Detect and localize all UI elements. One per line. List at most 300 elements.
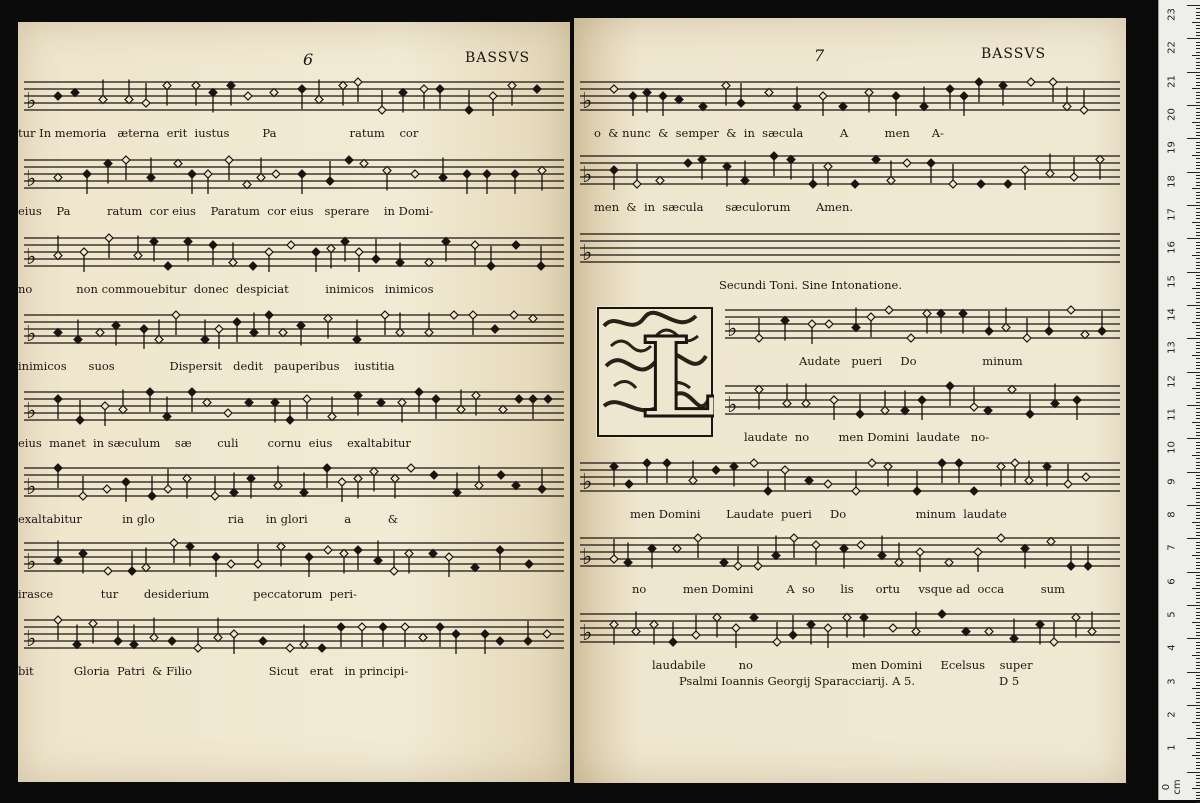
- ruler-tick: [1196, 68, 1200, 69]
- ruler-tick: [1196, 282, 1200, 283]
- ruler-tick: [1196, 232, 1200, 233]
- ruler-tick: [1196, 798, 1200, 799]
- ruler-tick: [1196, 612, 1200, 613]
- ruler-tick: [1192, 755, 1200, 756]
- note-head: [298, 170, 306, 178]
- clef-icon: ♭: [26, 399, 37, 424]
- note-head: [407, 464, 415, 472]
- ruler-tick: [1187, 205, 1200, 206]
- note-head: [244, 92, 252, 100]
- ruler-tick: [1196, 228, 1200, 229]
- ruler-tick: [1196, 8, 1200, 9]
- note-head: [1046, 170, 1054, 178]
- note-head: [298, 85, 306, 93]
- note-head: [54, 616, 62, 624]
- ruler-tick: [1196, 465, 1200, 466]
- note-head: [878, 552, 886, 560]
- ruler-tick: [1196, 628, 1200, 629]
- ruler-tick: [1196, 75, 1200, 76]
- ruler-tick: [1196, 445, 1200, 446]
- ruler-tick: [1196, 208, 1200, 209]
- note-head: [962, 628, 970, 636]
- note-head: [525, 560, 533, 568]
- ruler-tick: [1196, 102, 1200, 103]
- note-head: [508, 82, 516, 90]
- ruler-tick: [1196, 158, 1200, 159]
- ruler-tick: [1196, 285, 1200, 286]
- ruler-tick: [1196, 495, 1200, 496]
- note-head: [303, 395, 311, 403]
- note-head: [1027, 78, 1035, 86]
- clef-icon: ♭: [26, 475, 37, 500]
- note-head: [104, 567, 112, 575]
- ruler-tick: [1196, 468, 1200, 469]
- ruler-tick: [1196, 635, 1200, 636]
- section-title: Secundi Toni. Sine Intonatione.: [719, 278, 903, 292]
- note-head: [937, 310, 945, 318]
- note-head: [625, 480, 633, 488]
- note-head: [214, 634, 222, 642]
- note-head: [271, 399, 279, 407]
- ruler-tick: [1196, 548, 1200, 549]
- note-head: [632, 628, 640, 636]
- clef-icon: ♭: [727, 317, 738, 342]
- signature-mark: D 5: [999, 674, 1020, 688]
- note-head: [163, 82, 171, 90]
- ruler-tick: [1196, 292, 1200, 293]
- note-head: [429, 550, 437, 558]
- ruler-tick: [1196, 342, 1200, 343]
- note-head: [1073, 396, 1081, 404]
- ruler-tick: [1196, 502, 1200, 503]
- note-head: [913, 487, 921, 495]
- note-head: [54, 395, 62, 403]
- note-head: [781, 317, 789, 325]
- note-head: [781, 466, 789, 474]
- ruler-tick: [1192, 355, 1200, 356]
- note-head: [439, 174, 447, 182]
- note-head: [916, 548, 924, 556]
- ruler-tick: [1196, 245, 1200, 246]
- note-head: [212, 553, 220, 561]
- note-head: [360, 160, 368, 168]
- note-head: [114, 637, 122, 645]
- ruler-label: 1: [1166, 744, 1178, 752]
- ruler-tick: [1196, 625, 1200, 626]
- ruler-tick: [1196, 752, 1200, 753]
- note-head: [985, 327, 993, 335]
- note-head: [852, 487, 860, 495]
- ruler-tick: [1196, 308, 1200, 309]
- clef-icon: ♭: [727, 393, 738, 418]
- note-head: [209, 89, 217, 97]
- note-head: [872, 156, 880, 164]
- note-head: [491, 325, 499, 333]
- ruler-label: 10: [1166, 441, 1178, 455]
- note-head: [272, 170, 280, 178]
- note-head: [1043, 463, 1051, 471]
- note-head: [1051, 400, 1059, 408]
- note-head: [885, 306, 893, 314]
- note-head: [425, 329, 433, 337]
- ruler-tick: [1196, 712, 1200, 713]
- ruler-tick: [1196, 412, 1200, 413]
- ruler-label: 16: [1166, 241, 1178, 255]
- ruler-tick: [1196, 702, 1200, 703]
- ruler-tick: [1187, 38, 1200, 39]
- note-head: [892, 92, 900, 100]
- ruler-tick: [1196, 62, 1200, 63]
- ruler-label: 14: [1166, 308, 1178, 321]
- note-head: [277, 543, 285, 551]
- ruler-tick: [1196, 92, 1200, 93]
- ruler-tick: [1187, 605, 1200, 606]
- note-head: [259, 637, 267, 645]
- ruler-label: 2: [1166, 711, 1178, 718]
- note-head: [54, 557, 62, 565]
- ruler-tick: [1196, 392, 1200, 393]
- ruler-tick: [1196, 518, 1200, 519]
- note-head: [419, 634, 427, 642]
- ruler-tick: [1196, 532, 1200, 533]
- ruler-tick: [1192, 522, 1200, 523]
- ruler-tick: [1196, 78, 1200, 79]
- note-head: [1082, 473, 1090, 481]
- note-head: [420, 85, 428, 93]
- note-head: [401, 623, 409, 631]
- ruler-tick: [1196, 542, 1200, 543]
- note-head: [1008, 386, 1016, 394]
- ruler-label: 4: [1166, 644, 1178, 652]
- note-head: [328, 413, 336, 421]
- ruler-tick: [1196, 365, 1200, 366]
- note-head: [442, 238, 450, 246]
- ruler-tick: [1196, 368, 1200, 369]
- note-head: [128, 567, 136, 575]
- note-head: [194, 644, 202, 652]
- ruler-label: 0 cm: [1161, 779, 1183, 795]
- ruler-tick: [1187, 5, 1200, 6]
- note-head: [452, 630, 460, 638]
- note-head: [354, 78, 362, 86]
- clef-icon: ♭: [582, 545, 593, 570]
- note-head: [773, 638, 781, 646]
- ruler-tick: [1196, 18, 1200, 19]
- ruler-tick: [1187, 105, 1200, 106]
- note-head: [765, 89, 773, 97]
- note-head: [354, 392, 362, 400]
- note-head: [1050, 638, 1058, 646]
- left-staff-8: [18, 612, 570, 690]
- note-head: [305, 553, 313, 561]
- lyric-line: men Domini Laudate pueri Do minum laudate: [630, 507, 1007, 521]
- note-head: [227, 560, 235, 568]
- note-head: [970, 403, 978, 411]
- ruler-tick: [1196, 175, 1200, 176]
- note-head: [675, 96, 683, 104]
- note-head: [247, 475, 255, 483]
- ruler-tick: [1196, 45, 1200, 46]
- ruler-tick: [1187, 138, 1200, 139]
- ruler-tick: [1196, 775, 1200, 776]
- note-head: [405, 550, 413, 558]
- ruler-tick: [1192, 622, 1200, 623]
- ruler-tick: [1196, 792, 1200, 793]
- clef-icon: ♭: [26, 550, 37, 575]
- ruler-tick: [1196, 408, 1200, 409]
- note-head: [122, 156, 130, 164]
- note-head: [692, 631, 700, 639]
- ruler-tick: [1196, 545, 1200, 546]
- note-head: [694, 534, 702, 542]
- note-head: [122, 478, 130, 486]
- ruler-tick: [1196, 795, 1200, 796]
- note-head: [669, 638, 677, 646]
- note-head: [755, 386, 763, 394]
- note-head: [1081, 331, 1089, 339]
- note-head: [537, 262, 545, 270]
- note-head: [204, 170, 212, 178]
- ruler-tick: [1196, 352, 1200, 353]
- left-staff-4: [18, 307, 570, 385]
- note-head: [920, 103, 928, 111]
- ruler-tick: [1196, 782, 1200, 783]
- note-head: [338, 478, 346, 486]
- note-head: [974, 548, 982, 556]
- ruler-label: 5: [1166, 611, 1178, 618]
- ruler-label: 11: [1166, 408, 1178, 421]
- note-head: [912, 628, 920, 636]
- note-head: [1070, 173, 1078, 181]
- note-head: [483, 170, 491, 178]
- ruler-tick: [1196, 695, 1200, 696]
- note-head: [497, 471, 505, 479]
- note-head: [374, 557, 382, 565]
- ruler-tick: [1196, 265, 1200, 266]
- ruler-tick: [1187, 538, 1200, 539]
- note-head: [754, 562, 762, 570]
- note-head: [436, 85, 444, 93]
- ruler-tick: [1196, 728, 1200, 729]
- note-head: [975, 78, 983, 86]
- ruler-tick: [1196, 568, 1200, 569]
- note-head: [997, 534, 1005, 542]
- ruler-label: 19: [1166, 141, 1178, 155]
- note-head: [824, 624, 832, 632]
- note-head: [355, 248, 363, 256]
- note-head: [722, 82, 730, 90]
- note-head: [327, 245, 335, 253]
- ruler-tick: [1192, 322, 1200, 323]
- ruler-tick: [1196, 665, 1200, 666]
- lyric-line: bit Gloria Patri & Filio Sicut erat in principi-: [18, 664, 409, 678]
- note-head: [265, 311, 273, 319]
- lyric-line: o & nunc & semper & in sæcula A men A-: [594, 126, 944, 140]
- ruler-tick: [1196, 735, 1200, 736]
- note-head: [74, 336, 82, 344]
- note-head: [889, 624, 897, 632]
- ruler-tick: [1196, 742, 1200, 743]
- note-head: [750, 614, 758, 622]
- ruler-tick: [1196, 618, 1200, 619]
- left-voice-label: BASSVS: [465, 50, 531, 66]
- note-head: [977, 180, 985, 188]
- ruler-tick: [1187, 672, 1200, 673]
- note-head: [381, 311, 389, 319]
- note-head: [345, 156, 353, 164]
- note-head: [1036, 621, 1044, 629]
- ruler-tick: [1196, 112, 1200, 113]
- ruler-tick: [1196, 615, 1200, 616]
- ruler-tick: [1196, 692, 1200, 693]
- note-head: [155, 336, 163, 344]
- note-head: [430, 471, 438, 479]
- note-head: [150, 634, 158, 642]
- ruler-tick: [1196, 335, 1200, 336]
- note-head: [1023, 334, 1031, 342]
- note-head: [150, 238, 158, 246]
- note-head: [938, 610, 946, 618]
- note-head: [723, 163, 731, 171]
- note-head: [1025, 477, 1033, 485]
- note-head: [544, 395, 552, 403]
- note-head: [354, 546, 362, 554]
- right-staff-6: [574, 455, 1126, 533]
- left-page: [18, 22, 570, 782]
- clef-icon: ♭: [582, 89, 593, 114]
- right-page-number: 7: [814, 46, 826, 65]
- note-head: [471, 564, 479, 572]
- left-staff-1: [18, 74, 570, 152]
- ruler-tick: [1196, 725, 1200, 726]
- ruler-tick: [1196, 675, 1200, 676]
- ruler-tick: [1196, 48, 1200, 49]
- note-head: [125, 96, 133, 104]
- ruler-tick: [1196, 58, 1200, 59]
- note-head: [1098, 327, 1106, 335]
- ruler-tick: [1196, 345, 1200, 346]
- ruler-label: 21: [1166, 74, 1178, 88]
- initial-letter: L: [640, 313, 714, 438]
- ruler-tick: [1196, 768, 1200, 769]
- note-head: [229, 259, 237, 267]
- note-head: [249, 262, 257, 270]
- ruler-tick: [1196, 85, 1200, 86]
- ruler-label: 6: [1166, 577, 1178, 585]
- note-head: [390, 567, 398, 575]
- ruler-tick: [1196, 315, 1200, 316]
- left-staff-3: [18, 230, 570, 308]
- ruler-tick: [1187, 472, 1200, 473]
- note-head: [489, 92, 497, 100]
- ruler-tick: [1196, 168, 1200, 169]
- ruler-tick: [1196, 528, 1200, 529]
- note-head: [103, 485, 111, 493]
- ruler-tick: [1196, 462, 1200, 463]
- note-head: [732, 624, 740, 632]
- note-head: [465, 106, 473, 114]
- note-head: [183, 475, 191, 483]
- ruler-label: 17: [1166, 208, 1178, 221]
- ruler-tick: [1192, 688, 1200, 689]
- ruler-tick: [1196, 645, 1200, 646]
- note-head: [471, 241, 479, 249]
- ruler-tick: [1196, 108, 1200, 109]
- note-head: [1045, 327, 1053, 335]
- note-head: [463, 170, 471, 178]
- note-head: [142, 99, 150, 107]
- note-head: [396, 259, 404, 267]
- ruler-tick: [1196, 478, 1200, 479]
- note-head: [425, 259, 433, 267]
- note-head: [79, 492, 87, 500]
- measurement-ruler: [1158, 0, 1200, 800]
- note-head: [659, 92, 667, 100]
- right-staff-2: [574, 148, 1126, 226]
- note-head: [445, 553, 453, 561]
- note-head: [457, 406, 465, 414]
- right-staff-5: [719, 378, 1126, 456]
- note-head: [809, 180, 817, 188]
- ruler-tick: [1196, 512, 1200, 513]
- note-head: [856, 410, 864, 418]
- note-head: [481, 630, 489, 638]
- lyric-line: tur In memoria æterna erit iustus Pa ratum cor: [18, 126, 419, 140]
- note-head: [610, 621, 618, 629]
- clef-icon: ♭: [26, 245, 37, 270]
- ruler-tick: [1196, 268, 1200, 269]
- ruler-label: 9: [1166, 477, 1178, 485]
- note-head: [450, 311, 458, 319]
- note-head: [807, 621, 815, 629]
- ruler-tick: [1196, 515, 1200, 516]
- note-head: [80, 248, 88, 256]
- page-footer-title: Psalmi Ioannis Georgij Sparacciarij. A 5.: [679, 674, 915, 688]
- ruler-label: 18: [1166, 174, 1178, 188]
- ruler-tick: [1196, 225, 1200, 226]
- note-head: [955, 459, 963, 467]
- lyric-line: irasce tur desiderium peccatorum peri-: [18, 587, 357, 601]
- note-head: [923, 310, 931, 318]
- note-head: [734, 562, 742, 570]
- note-head: [134, 252, 142, 260]
- note-head: [840, 545, 848, 553]
- clef-icon: ♭: [26, 167, 37, 192]
- note-head: [101, 402, 109, 410]
- ruler-tick: [1192, 422, 1200, 423]
- note-head: [415, 388, 423, 396]
- note-head: [358, 623, 366, 631]
- left-staff-5: [18, 384, 570, 462]
- ruler-tick: [1196, 592, 1200, 593]
- ruler-tick: [1196, 192, 1200, 193]
- ruler-label: 8: [1166, 511, 1178, 518]
- note-head: [624, 559, 632, 567]
- lyric-line: laudate no men Domini laudate no-: [744, 430, 990, 444]
- note-head: [946, 85, 954, 93]
- note-head: [643, 89, 651, 97]
- ruler-label: 7: [1166, 544, 1178, 552]
- ruler-tick: [1196, 395, 1200, 396]
- note-head: [254, 560, 262, 568]
- ruler-tick: [1196, 25, 1200, 26]
- ruler-tick: [1196, 125, 1200, 126]
- ruler-tick: [1192, 788, 1200, 789]
- note-head: [772, 552, 780, 560]
- note-head: [945, 559, 953, 567]
- note-head: [901, 407, 909, 415]
- note-head: [279, 329, 287, 337]
